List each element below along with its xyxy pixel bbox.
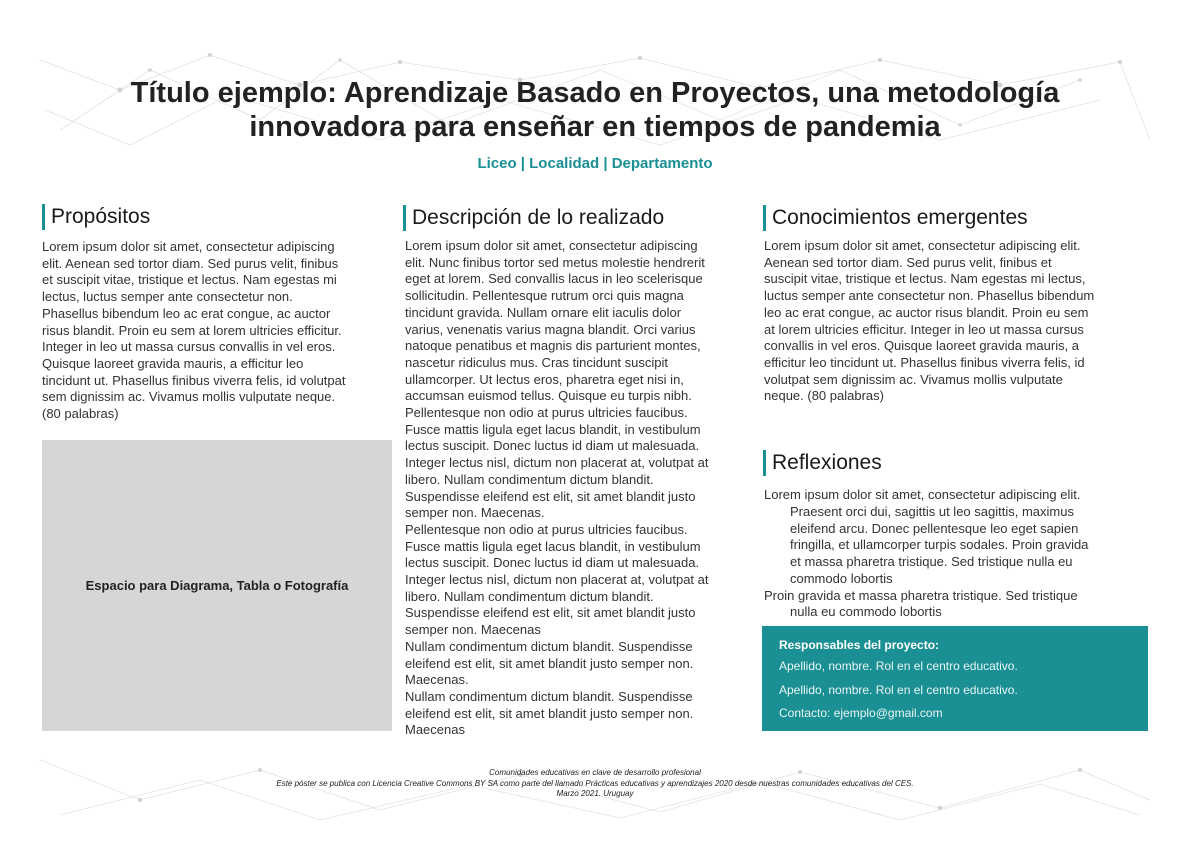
- responsable-2: Apellido, nombre. Rol en el centro educativo.: [779, 683, 1018, 697]
- heading-conocimientos: Conocimientos emergentes: [763, 205, 1028, 231]
- poster-title: Título ejemplo: Aprendizaje Basado en Proyectos, una metodología innovadora para enseñar en tiempos de pandemia: [130, 77, 1060, 143]
- heading-reflexiones: Reflexiones: [763, 450, 882, 476]
- reflexiones-indent2: nulla eu commodo lobortis: [790, 604, 942, 619]
- contact-email: Contacto: ejemplo@gmail.com: [779, 706, 943, 720]
- heading-descripcion: Descripción de lo realizado: [403, 205, 664, 231]
- responsables-box: [762, 626, 1148, 731]
- responsables-title: Responsables del proyecto:: [779, 638, 940, 652]
- footer-line2: Este póster se publica con Licencia Creative Commons BY SA como parte del llamado Prácticas educativas y aprendizajes 2020 desde nuestras comunidades educativas del CES.: [276, 778, 914, 788]
- text-descripcion: Lorem ipsum dolor sit amet, consectetur adipiscing elit. Nunc finibus tortor sed metus molestie hendrerit eget at lorem. Sed convallis lacus in leo scelerisque sollicitudin. Pellentesque rutrum orci quis magna tincidunt gravida. Nullam ornare elit iaculis dolor varius, venenatis varius magna blandit. Orci varius natoque penatibus et magnis dis parturient montes, nascetur ridiculus mus. Cras tincidunt suscipit ullamcorper. Ut lectus eros, pharetra eget nisi in, accumsan euismod tellus. Quisque eu turpis nibh. Pellentesque non odio at purus ultricies faucibus. Fusce mattis ligula eget lacus blandit, in vestibulum lectus suscipit. Donec luctus id diam ut malesuada. Integer lectus nisl, dictum non placerat at, volutpat at libero. Nullam condimentum dictum blandit. Suspendisse eleifend est elit, sit amet blandit justo semper non. Maecenas. Pellentesque non odio at purus ultricies faucibus. Fusce mattis ligula eget lacus blandit, in vestibulum lectus suscipit. Donec luctus id diam ut malesuada. Integer lectus nisl, dictum non placerat at, volutpat at libero. Nullam condimentum dictum blandit. Suspendisse eleifend est elit, sit amet blandit justo semper non. Maecenas Nullam condimentum dictum blandit. Suspendisse eleifend est elit, sit amet blandit justo semper non. Maecenas. Nullam condimentum dictum blandit. Suspendisse eleifend est elit, sit amet blandit justo semper non. Maecenas: [405, 238, 709, 738]
- text-conocimientos: Lorem ipsum dolor sit amet, consectetur adipiscing elit. Aenean sed tortor diam. Sed purus velit, finibus et suscipit vitae, tristique et lectus. Nam egestas mi lectus, luctus semper ante consectetur non. Phasellus bibendum leo ac erat congue, ac auctor risus blandit. Proin eu sem at lorem ultricies efficitur. Integer in leo ut massa cursus convallis in vel eros. Quisque laoreet gravida mauris, a efficitur leo tincidunt ut. Phasellus finibus viverra felis, id volutpat sem dignissim ac. Vivamus mollis vulputate neque. (80 palabras): [764, 238, 1095, 404]
- poster-subtitle: Liceo | Localidad | Departamento: [477, 155, 713, 172]
- placeholder-label: Espacio para Diagrama, Tabla o Fotografía: [85, 578, 349, 593]
- text-propositos: Lorem ipsum dolor sit amet, consectetur adipiscing elit. Aenean sed tortor diam. Sed purus velit, finibus et suscipit vitae, tristique et lectus. Nam egestas mi lectus, luctus semper ante consectetur non. Phasellus bibendum leo ac erat congue, ac auctor risus blandit. Proin eu sem at lorem ultricies efficitur. Integer in leo ut massa cursus convallis in vel eros. Quisque laoreet gravida mauris, a efficitur leo tincidunt ut. Phasellus finibus viverra felis, id volutpat sem dignissim ac. Vivamus mollis vulputate neque. (80 palabras): [42, 239, 346, 422]
- reflexiones-indent1: Praesent orci dui, sagittis ut leo sagittis, maximus eleifend arcu. Donec pellentesque leo eget sapien fringilla, et ullamcorper turpis sodales. Proin gravida et massa pharetra tristique. Sed tristique nulla eu commodo lobortis: [790, 504, 1089, 586]
- diagram-placeholder: [42, 440, 392, 731]
- footer-line1: Comunidades educativas en clave de desarrollo profesional: [489, 768, 701, 777]
- footer: [150, 768, 1040, 800]
- reflexiones-line1: Lorem ipsum dolor sit amet, consectetur adipiscing elit.: [764, 487, 1081, 502]
- reflexiones-line2: Proin gravida et massa pharetra tristique. Sed tristique: [764, 588, 1078, 603]
- footer-line3: Marzo 2021. Uruguay: [556, 789, 634, 798]
- heading-propositos: Propósitos: [42, 204, 150, 230]
- responsable-1: Apellido, nombre. Rol en el centro educativo.: [779, 659, 1018, 673]
